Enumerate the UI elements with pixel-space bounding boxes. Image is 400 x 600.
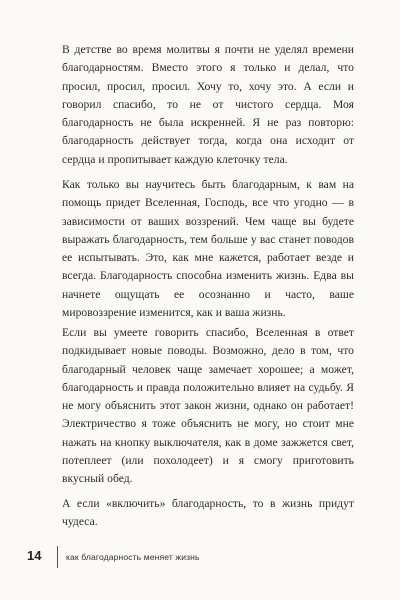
page-number: 14: [27, 548, 42, 563]
body-paragraph-2: Как только вы научитесь быть благодарным, к вам на помощь придет Вселенная, Господь, все что угодно — в зависимости от ваших воззрений. Чем чаще вы будете выражать благодарность, тем больше у вас станет поводов ее испытывать. Это, как мне кажется, работает везде и всегда. Благодарность способна изменить жизнь. Едва вы начнете ощущать ее осознанно и часто, ваше мировоззрение изменится, как и ваша жизнь.: [62, 178, 354, 320]
body-paragraph-3: Если вы умеете говорить спасибо, Вселенная в ответ подкидывает новые поводы. Возможно, дело в том, что благодарный человек чаще замечает хорошее; а может, благодарность и правда положительно влияет на судьбу. Я не могу объяснить этот закон жизни, однако он работает! Электричество я тоже объяснить не могу, но стоит мне нажать на кнопку выключателя, как в доме зажжется свет, потеплеет (или похолодеет) и я смогу приготовить вкусный обед.: [62, 326, 354, 486]
page-footer: [0, 546, 400, 572]
body-paragraph-1: В детстве во время молитвы я почти не уделял времени благодарностям. Вместо этого я только и делал, что просил, просил, просил. Хочу то, хочу это. А если и говорил спасибо, то не от чистого сердца. Моя благодарность не была искренней. Я не раз повторю: благодарность действует тогда, когда она исходит от сердца и пропитывает каждую клеточку тела.: [62, 43, 354, 166]
running-head: как благодарность меняет жизнь: [66, 552, 200, 562]
body-paragraph-4: А если «включить» благодарность, то в жизнь придут чудеса.: [62, 497, 354, 529]
footer-divider: [57, 546, 58, 568]
